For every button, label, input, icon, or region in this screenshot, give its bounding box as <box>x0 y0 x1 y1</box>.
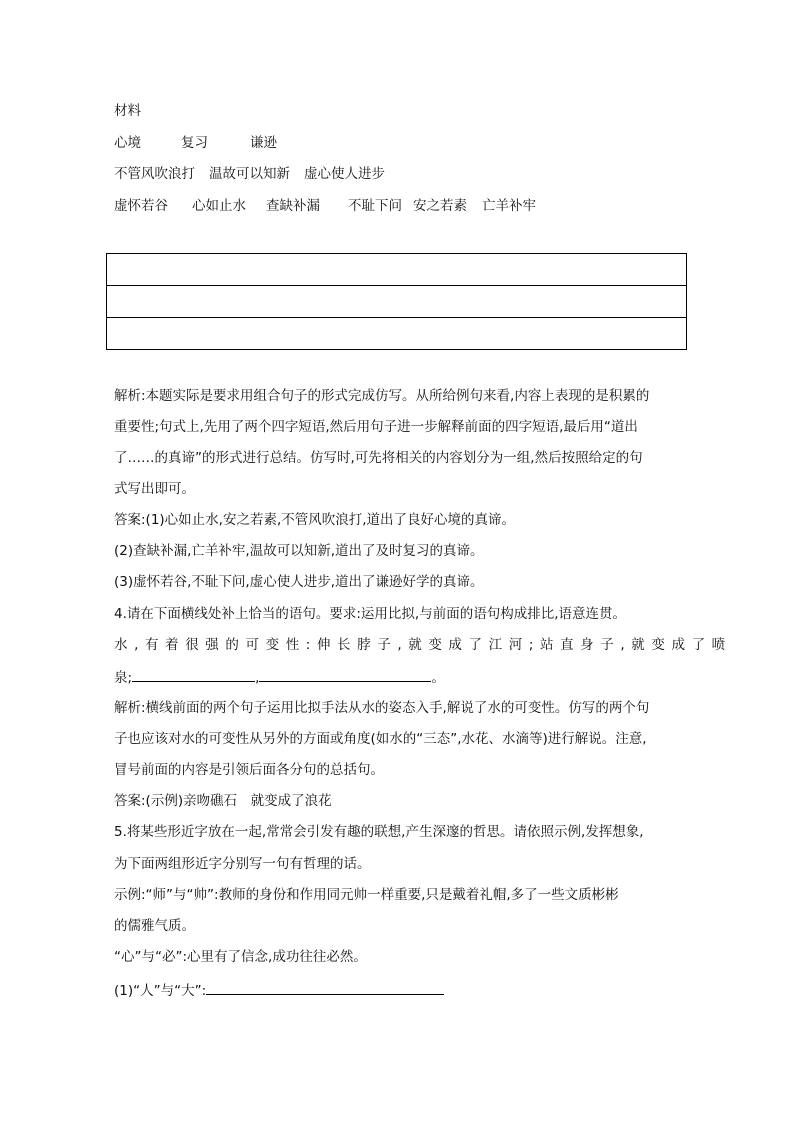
phrase-2: 温故可以知新 <box>209 166 290 182</box>
phrase-3: 虚心使人进步 <box>304 166 385 182</box>
q5-example-line-3: “心”与“必”:心里有了信念,成功往往必然。 <box>114 949 367 965</box>
q5-prompt-line-2: 为下面两组形近字分别写一句有哲理的话。 <box>114 856 371 872</box>
answer-table <box>106 253 687 350</box>
material-heading: 材料 <box>114 103 141 119</box>
analysis1-line-3: 了……的真谛”的形式进行总结。仿写时,可先将相关的内容划分为一组,然后按照给定的句 <box>114 450 643 466</box>
idiom-1: 虚怀若谷 <box>114 198 168 214</box>
q4-prompt: 4.请在下面横线处补上恰当的语句。要求:运用比拟,与前面的语句构成排比,语意连贯。 <box>114 606 627 622</box>
idiom-5: 安之若素 <box>413 198 467 214</box>
q4-analysis-line-1: 解析:横线前面的两个句子运用比拟手法从水的姿态入手,解说了水的可变性。仿写的两个句 <box>114 700 650 716</box>
material-row-2 <box>114 164 385 184</box>
q5-example-line-2: 的儒雅气质。 <box>114 918 195 934</box>
q4-blank-2[interactable] <box>259 666 431 682</box>
q4-sentence-line-1: 水,有着很强的可变性:伸长脖子,就变成了江河;站直身子,就变成了喷 <box>114 637 732 653</box>
q5-item-1-label: (1)“人”与“大”: <box>114 983 207 999</box>
analysis1-line-4: 式写出即可。 <box>114 481 195 497</box>
answer-row-2[interactable] <box>107 286 686 318</box>
q4-sentence-end: 。 <box>431 670 445 686</box>
answer1-line-3: (3)虚怀若谷,不耻下问,虚心使人进步,道出了谦逊好学的真谛。 <box>114 574 484 590</box>
q5-example-line-1: 示例:“师”与“帅”:教师的身份和作用同元帅一样重要,只是戴着礼帽,多了一些文质彬彬 <box>114 887 619 903</box>
idiom-3: 查缺补漏 <box>266 198 320 214</box>
q5-prompt-line-1: 5.将某些形近字放在一起,常常会引发有趣的联想,产生深邃的哲思。请依照示例,发挥想象, <box>114 824 644 840</box>
answer1-line-1: 答案:(1)心如止水,安之若素,不管风吹浪打,道出了良好心境的真谛。 <box>114 512 516 528</box>
q4-sentence-line-2 <box>114 666 445 688</box>
word-fuxi: 复习 <box>181 135 208 151</box>
word-xinjing: 心境 <box>114 135 141 151</box>
material-row-1 <box>114 133 277 153</box>
material-row-3 <box>114 196 536 216</box>
idiom-4: 不耻下问 <box>348 198 402 214</box>
answer-row-3[interactable] <box>107 318 686 349</box>
answer1-line-2: (2)查缺补漏,亡羊补牢,温故可以知新,道出了及时复习的真谛。 <box>114 543 484 559</box>
q4-blank-1[interactable] <box>132 666 255 682</box>
q4-sentence-comma: , <box>255 670 260 686</box>
q4-analysis-line-3: 冒号前面的内容是引领后面各分句的总括句。 <box>114 762 384 778</box>
analysis1-line-2: 重要性;句式上,先用了两个四字短语,然后用句子进一步解释前面的四字短语,最后用“道出 <box>114 419 638 435</box>
q4-sentence-start: 泉; <box>114 670 133 686</box>
idiom-2: 心如止水 <box>192 198 246 214</box>
answer-row-1[interactable] <box>107 254 686 286</box>
q5-item-1 <box>114 979 444 1001</box>
idiom-6: 亡羊补牢 <box>482 198 536 214</box>
q4-answer: 答案:(示例)亲吻礁石 就变成了浪花 <box>114 793 332 809</box>
word-qianxun: 谦逊 <box>250 135 277 151</box>
q4-analysis-line-2: 子也应该对水的可变性从另外的方面或角度(如水的“三态”,水花、水滴等)进行解说。注意, <box>114 731 647 747</box>
phrase-1: 不管风吹浪打 <box>114 166 195 182</box>
analysis1-line-1: 解析:本题实际是要求用组合句子的形式完成仿写。从所给例句来看,内容上表现的是积累的 <box>114 388 650 404</box>
q5-item-1-blank[interactable] <box>206 979 444 995</box>
